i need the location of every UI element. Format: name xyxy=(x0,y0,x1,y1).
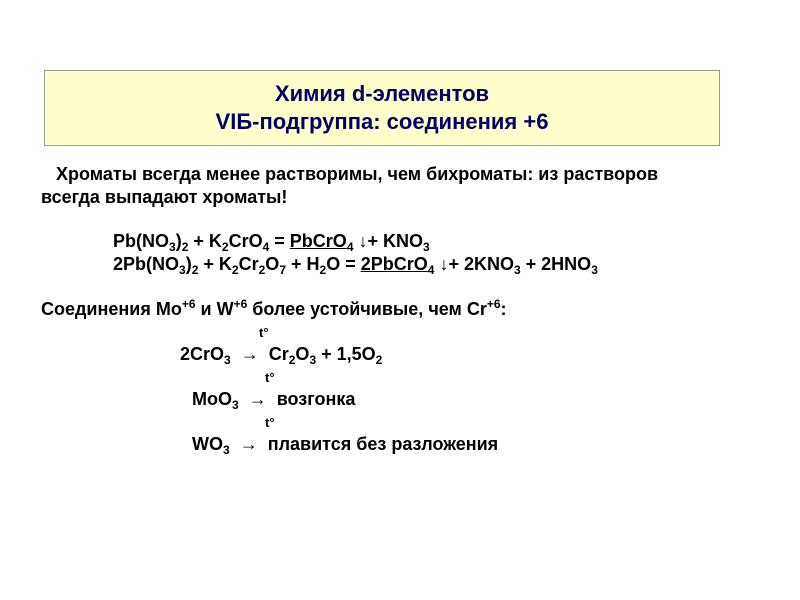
eq2-reactant-b-part: O xyxy=(265,254,280,274)
r1-product-2: + 1,5O xyxy=(316,344,376,364)
eq1-product: ↓+ KNO xyxy=(353,231,424,251)
r3-reactant: WO xyxy=(192,434,223,454)
eq2-sub: 2 xyxy=(191,263,199,277)
eq1-plus: + K xyxy=(188,231,222,251)
eq1-sub: 3 xyxy=(169,240,176,254)
r1-product: Cr xyxy=(268,344,289,364)
title-line-1: Химия d-элементов xyxy=(274,81,490,106)
condition-heat-1: t° xyxy=(259,325,269,340)
r1-sub: 3 xyxy=(224,353,231,367)
eq2-reactant-a: 2Pb(NO xyxy=(113,254,180,274)
eq2-precipitate xyxy=(360,254,435,277)
r1-reactant: 2CrO xyxy=(180,344,225,364)
eq1-sub: 2 xyxy=(221,240,229,254)
condition-heat-3: t° xyxy=(265,415,275,430)
eq2-reactant-b: Cr xyxy=(238,254,259,274)
condition-heat-2: t° xyxy=(265,370,275,385)
reaction-2 xyxy=(192,388,355,410)
r2-result: возгонка xyxy=(276,389,356,409)
r2-reactant: MoO xyxy=(192,389,232,409)
eq2-sub: 3 xyxy=(179,263,186,277)
eq1-paren: ) xyxy=(175,231,182,251)
eq1-sub: 4 xyxy=(346,240,354,254)
title-line-2: VIБ-подгруппа: соединения +6 xyxy=(215,109,549,134)
eq2-plus: + K xyxy=(198,254,232,274)
r3-result: плавится без разложения xyxy=(267,434,499,454)
eq2-product-2: + 2HNO xyxy=(520,254,592,274)
eq2-plus: + H xyxy=(286,254,320,274)
eq1-equals: = xyxy=(269,231,290,251)
eq2-sub: 2 xyxy=(319,263,327,277)
r1-sub: 3 xyxy=(309,353,317,367)
r1-sub: 2 xyxy=(375,353,383,367)
eq1-reactant-b: CrO xyxy=(228,231,263,251)
r1-product-part: O xyxy=(295,344,310,364)
oxidation-state: +6 xyxy=(181,297,196,311)
eq1-sub: 2 xyxy=(181,240,189,254)
equation-2 xyxy=(113,253,598,275)
eq1-precipitate-formula: PbCrO xyxy=(289,231,347,251)
eq2-sub: 3 xyxy=(513,263,521,277)
eq2-sub: 4 xyxy=(427,263,435,277)
r2-sub: 3 xyxy=(232,398,239,412)
eq2-sub: 2 xyxy=(258,263,266,277)
compounds-stability xyxy=(41,298,507,320)
r2-arrow: → xyxy=(238,389,277,409)
eq1-sub: 3 xyxy=(423,240,430,254)
eq2-sub: 2 xyxy=(231,263,239,277)
eq2-paren: ) xyxy=(185,254,192,274)
compounds-text: : xyxy=(500,299,507,319)
eq2-water: O = xyxy=(326,254,361,274)
r1-arrow: → xyxy=(230,344,269,364)
compounds-text: и W xyxy=(195,299,234,319)
oxidation-state: +6 xyxy=(233,297,248,311)
intro-line-1: Хроматы всегда менее растворимы, чем бихроматы: из растворов xyxy=(56,164,659,184)
eq1-precipitate xyxy=(289,231,354,254)
reaction-3 xyxy=(192,433,498,455)
eq1-sub: 4 xyxy=(262,240,270,254)
eq2-precipitate-formula: 2PbCrO xyxy=(360,254,428,274)
equation-1 xyxy=(113,230,430,252)
title-box xyxy=(44,70,720,146)
eq1-reactant-a: Pb(NO xyxy=(113,231,169,251)
reaction-1 xyxy=(180,343,382,365)
r1-sub: 2 xyxy=(288,353,296,367)
eq2-sub: 7 xyxy=(279,263,286,277)
r3-sub: 3 xyxy=(223,443,230,457)
compounds-text: Соединения Mo xyxy=(41,299,182,319)
eq2-sub: 3 xyxy=(591,263,598,277)
compounds-text: более устойчивые, чем Cr xyxy=(247,299,487,319)
eq2-product: ↓+ 2KNO xyxy=(434,254,514,274)
oxidation-state: +6 xyxy=(486,297,501,311)
intro-line-2: всегда выпадают хроматы! xyxy=(41,187,288,207)
r3-arrow: → xyxy=(229,434,268,454)
